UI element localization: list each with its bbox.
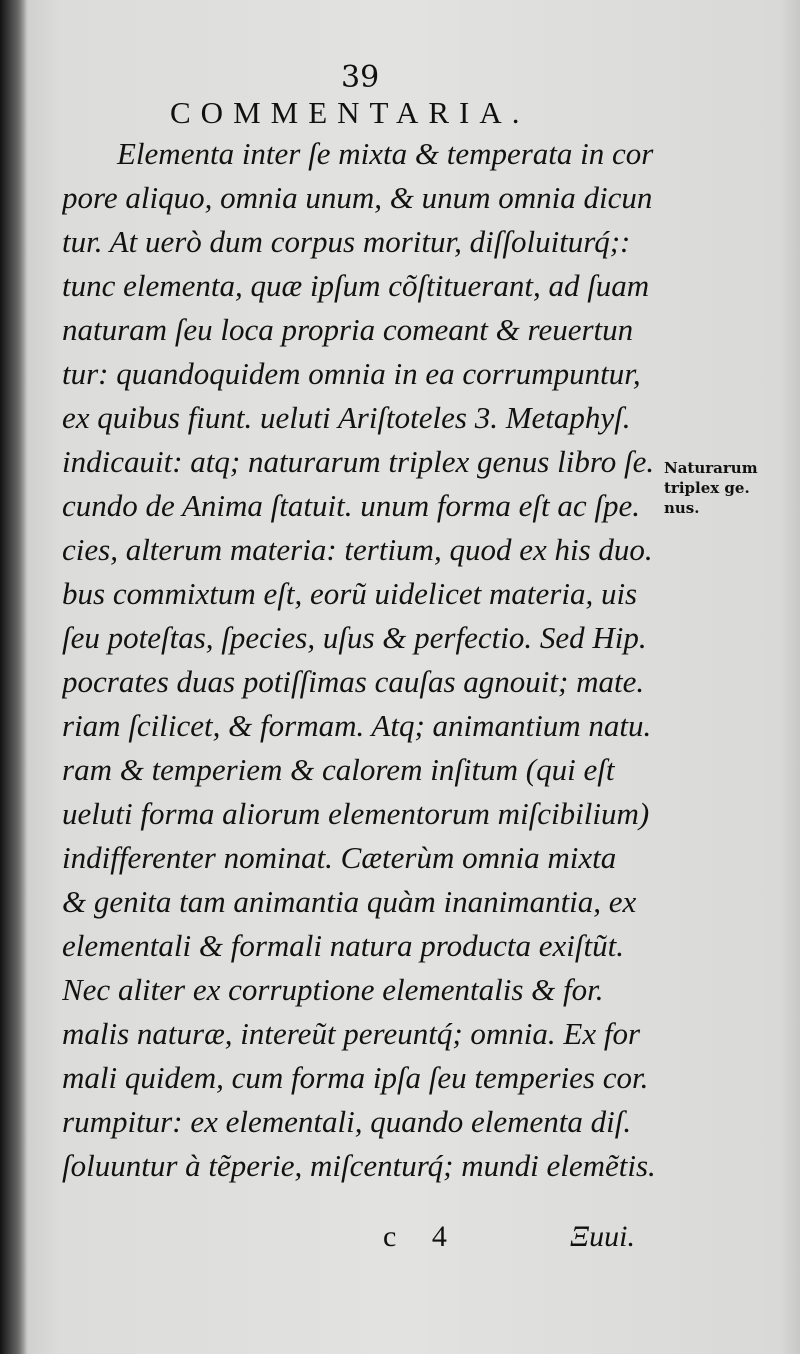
text-line: elementali & formali natura producta exiſtũt. — [62, 928, 624, 963]
text-line: & genita tam animantia quàm inanimantia, ex — [62, 884, 637, 919]
marginal-note-line: Naturarum — [664, 459, 758, 477]
text-line: naturam ſeu loca propria comeant & reuertun — [62, 312, 634, 347]
text-line: ſoluuntur à tẽperie, miſcenturq́; mundi elemẽtis. — [62, 1148, 656, 1183]
text-line: rumpitur: ex elementali, quando elementa diſ. — [62, 1104, 632, 1139]
text-line: tunc elementa, quæ ipſum cõſtituerant, ad ſuam — [62, 268, 650, 303]
text-line: riam ſcilicet, & formam. Atq; animantium natu. — [62, 708, 652, 743]
text-line: cies, alterum materia: tertium, quod ex his duo. — [62, 532, 653, 567]
text-line: ram & temperiem & calorem inſitum (qui eſt — [62, 752, 615, 787]
text-line: cundo de Anima ſtatuit. unum forma eſt ac ſpe. — [62, 488, 641, 523]
text-line: pore aliquo, omnia unum, & unum omnia dicun — [62, 180, 653, 215]
text-line: ex quibus fiunt. ueluti Ariſtoteles 3. Metaphyſ. — [62, 400, 631, 435]
text-line: mali quidem, cum forma ipſa ſeu temperies cor. — [62, 1060, 649, 1095]
catchword: Ξuui. — [570, 1220, 636, 1253]
text-line: tur: quandoquidem omnia in ea corrumpuntur, — [62, 356, 641, 391]
text-line: tur. At uerò dum corpus moritur, diſſoluiturq́;: — [62, 224, 631, 259]
text-line: bus commixtum eſt, eorũ uidelicet materia, uis — [62, 576, 638, 611]
text-line: ueluti forma aliorum elementorum miſcibilium) — [62, 796, 650, 831]
text-line: pocrates duas potiſſimas cauſas agnouit; mate. — [62, 664, 645, 699]
text-line: Nec aliter ex corruptione elementalis & for. — [62, 972, 604, 1007]
running-head: COMMENTARIA. — [170, 95, 530, 130]
text-line: Elementa inter ſe mixta & temperata in cor — [117, 136, 654, 171]
page-number: 39 — [341, 60, 380, 95]
marginal-note — [664, 458, 758, 518]
text-line: ſeu poteſtas, ſpecies, uſus & perfectio. Sed Hip. — [62, 620, 647, 655]
page-gutter-shadow — [0, 0, 28, 1354]
signature-mark: c 4 — [383, 1220, 461, 1253]
text-line: indifferenter nominat. Cæterùm omnia mixta — [62, 840, 617, 875]
text-line: indicauit: atq; naturarum triplex genus libro ſe. — [62, 444, 655, 479]
marginal-note-line: nus. — [664, 499, 700, 517]
marginal-note-line: triplex ge. — [664, 479, 750, 497]
main-text-block — [62, 132, 662, 1188]
text-line: malis naturæ, intereũt pereuntq́; omnia. Ex for — [62, 1016, 641, 1051]
